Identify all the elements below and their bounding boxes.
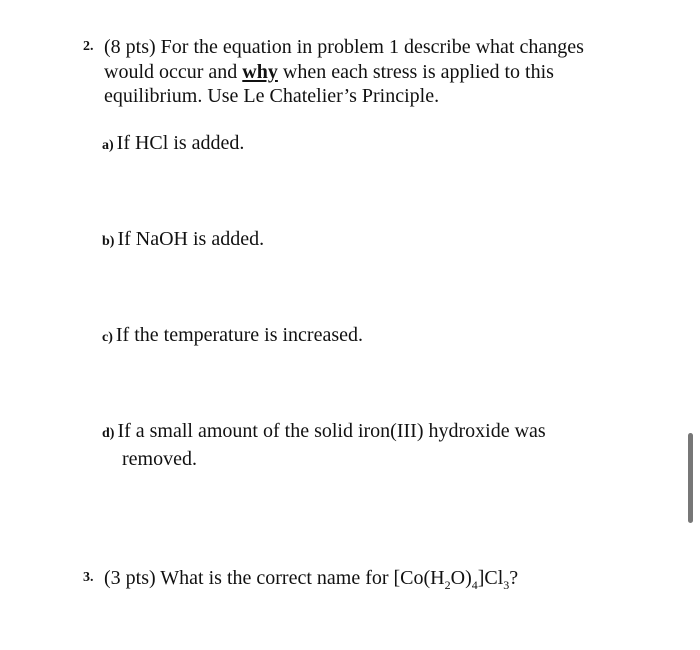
- question-3-text-start: (3 pts) What is the correct name for [Co(H: [104, 567, 445, 589]
- h-subscript: 2: [444, 578, 451, 592]
- part-d: [102, 419, 602, 471]
- part-a-label: a): [102, 138, 114, 153]
- question-3-text-mid1: O): [450, 567, 472, 589]
- question-2-line-2-end: when each stress is applied to this: [277, 60, 554, 83]
- part-b: [102, 227, 602, 255]
- part-d-text: If a small amount of the solid iron(III) hydroxide was: [117, 420, 546, 442]
- question-2-prompt: [83, 35, 623, 109]
- part-d-label: d): [102, 426, 115, 441]
- question-3-text: [104, 566, 643, 593]
- question-3-number: 3.: [83, 570, 94, 585]
- question-3: [83, 566, 643, 593]
- question-2: [83, 35, 623, 109]
- part-c-label: c): [102, 330, 113, 345]
- part-c: [102, 323, 602, 351]
- o-subscript: 4: [471, 578, 478, 592]
- question-3-prompt: [83, 566, 643, 593]
- part-a: [102, 131, 602, 159]
- question-2-line-3: equilibrium. Use Le Chatelier’s Principle.: [104, 85, 440, 107]
- cl-subscript: 3: [503, 578, 510, 592]
- question-2-number: 2.: [83, 39, 94, 54]
- question-3-text-mid2: ]Cl: [477, 567, 504, 589]
- part-a-text: If HCl is added.: [116, 132, 245, 154]
- part-b-label: b): [102, 234, 115, 249]
- question-2-line-1: (8 pts) For the equation in problem 1 describe what changes: [104, 36, 584, 58]
- part-b-text: If NaOH is added.: [117, 228, 265, 250]
- why-emphasis: why: [242, 60, 278, 83]
- vertical-scrollbar[interactable]: [688, 433, 693, 523]
- part-c-text: If the temperature is increased.: [115, 324, 363, 346]
- question-3-text-end: ?: [509, 567, 519, 589]
- question-2-line-2: [104, 60, 623, 85]
- question-2-line-2-start: would occur and: [104, 60, 243, 83]
- part-d-continuation: removed.: [122, 447, 197, 470]
